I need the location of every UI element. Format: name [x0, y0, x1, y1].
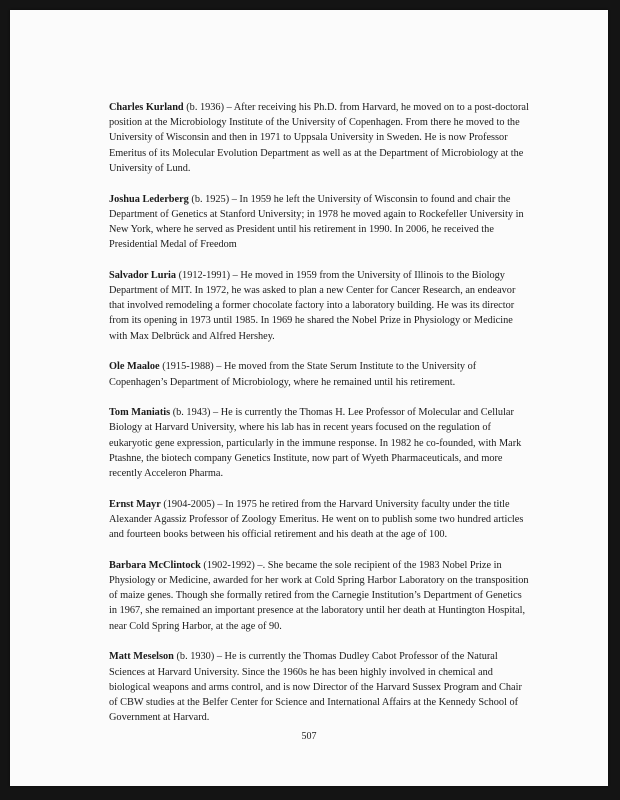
person-name: Tom Maniatis [109, 407, 171, 419]
biography-entry [109, 100, 529, 176]
biography-text: (1915-1988) – He moved from the State Serum Institute to the University of Copenhagen’s Department of Microbiology, where he remained until his retirement. [109, 361, 477, 388]
biography-text: (b. 1930) – He is currently the Thomas Dudley Cabot Professor of the Natural Sciences at Harvard University. Since the 1960s he has been highly involved in chemical and biological weapons and arms control, and is now Director of the Harvard Sussex Program and Chair of CBW studies at the Belfer Center for Science and International Affairs at the Kennedy School of Government at Harvard. [109, 651, 522, 724]
page-number: 507 [301, 731, 317, 742]
person-name: Salvador Luria [109, 269, 177, 281]
biography-text: (b. 1943) – He is currently the Thomas H. Lee Professor of Molecular and Cellular Biology at Harvard University, where his lab has in recent years focused on the regulation of eukaryotic gene expression, particularly in the immune response. In 1982 he co-founded, with Mark Ptashne, the biotech company Genetics Institute, now part of Wyeth Pharmaceuticals, and more recently Acceleron Pharma. [109, 407, 522, 480]
biography-list [109, 100, 529, 741]
person-name: Ernst Mayr [109, 498, 161, 510]
person-name: Barbara McClintock [109, 559, 201, 571]
person-name: Charles Kurland [109, 102, 184, 113]
biography-text: (b. 1925) – In 1959 he left the University of Wisconsin to found and chair the Department of Genetics at Stanford University; in 1978 he moved again to Rockefeller University in New York, where he served as President until his retirement in 1990. In 2006, he received the Presidential Medal of Freedom [109, 193, 524, 251]
biography-entry [109, 649, 529, 725]
biography-entry [109, 359, 529, 389]
biography-text: (1904-2005) – In 1975 he retired from the Harvard University faculty under the title Alexander Agassiz Professor of Zoology Emeritus. He went on to publish some two hundred articles and fourteen books between his official retirement and his death at the age of 100. [109, 498, 524, 541]
biography-entry [109, 268, 529, 344]
biography-text: (b. 1936) – After receiving his Ph.D. from Harvard, he moved on to a post-doctoral position at the Microbiology Institute of the University of Copenhagen. From there he moved to the University of Wisconsin and then in 1971 to Uppsala University in Sweden. He is now Professor Emeritus of its Molecular Evolution Department as well as at the Department of Microbiology at the University of Lund. [109, 102, 529, 174]
biography-text: (1902-1992) –. She became the sole recipient of the 1983 Nobel Prize in Physiology or Medicine, awarded for her work at Cold Spring Harbor Laboratory on the transposition of maize genes. Though she formally retired from the Carnegie Institution’s Department of Genetics in 1967, she remained an important presence at the laboratory until her death at Huntington Hospital, near Cold Spring Harbor, at the age of 90. [109, 559, 529, 632]
biography-entry [109, 497, 529, 543]
document-page [10, 10, 608, 786]
biography-entry [109, 405, 529, 481]
biography-text: (1912-1991) – He moved in 1959 from the University of Illinois to the Biology Department of MIT. In 1972, he was asked to plan a new Center for Cancer Research, an endeavor that involved remodeling a former chocolate factory into a laboratory building. He was its director from its opening in 1973 until 1985. In 1969 he shared the Nobel Prize in Physiology or Medicine with Max Delbrück and Alfred Hershey. [109, 269, 516, 342]
person-name: Matt Meselson [109, 651, 174, 663]
biography-entry [109, 558, 529, 634]
person-name: Ole Maaloe [109, 361, 160, 373]
person-name: Joshua Lederberg [109, 193, 189, 205]
biography-entry [109, 192, 529, 253]
